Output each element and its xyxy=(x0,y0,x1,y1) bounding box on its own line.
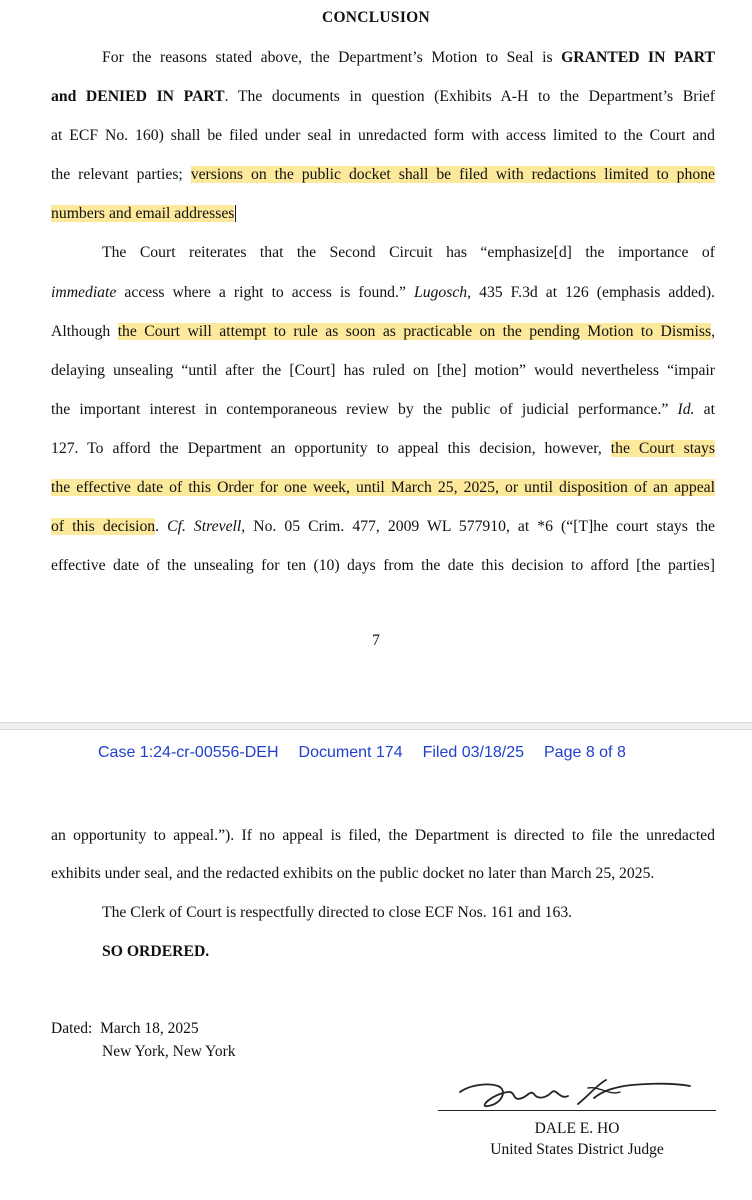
text-run: 127. To afford the Department an opportunity to appeal this decision, however, xyxy=(51,440,611,457)
paragraph-line xyxy=(51,283,715,303)
ecf-header xyxy=(98,744,646,762)
paragraph-line: at ECF No. 160) shall be filed under seal in unredacted form with access limited to the Court and xyxy=(51,127,715,144)
text-run: the relevant parties; xyxy=(51,166,191,183)
filed-date: Filed 03/18/25 xyxy=(422,744,524,761)
page-separator xyxy=(0,722,752,730)
paragraph-line xyxy=(51,87,715,107)
page-number: 7 xyxy=(372,632,380,649)
text-run: at xyxy=(694,401,715,418)
paragraph-line xyxy=(51,478,715,498)
highlighted-text[interactable]: versions on the public docket shall be filed with redactions limited to phone xyxy=(190,166,715,183)
italic-text: Cf. Strevell xyxy=(167,518,242,535)
text-run: . xyxy=(155,518,168,535)
page-count: Page 8 of 8 xyxy=(544,744,626,761)
dated-label: Dated: xyxy=(51,1020,93,1037)
dated-value: March 18, 2025 xyxy=(100,1020,199,1037)
paragraph-line: an opportunity to appeal.”). If no appeal is filed, the Department is directed to file the unredacted xyxy=(51,827,715,844)
paragraph-line: delaying unsealing “until after the [Court] has ruled on [the] motion” would nevertheless “impair xyxy=(51,362,715,379)
paragraph-line: effective date of the unsealing for ten (10) days from the date this decision to afford [the parties] xyxy=(51,557,715,574)
dated-line xyxy=(51,1020,199,1038)
judge-name: DALE E. HO xyxy=(534,1120,620,1137)
text-run: Although xyxy=(51,323,118,340)
paragraph-line xyxy=(51,400,715,420)
paragraph-line xyxy=(102,48,715,68)
signature-line xyxy=(438,1110,716,1111)
paragraph-line xyxy=(51,517,715,537)
paragraph-line xyxy=(51,322,715,342)
paragraph-line xyxy=(51,204,715,224)
bold-text: SO ORDERED. xyxy=(102,943,210,960)
paragraph-line xyxy=(51,439,715,459)
italic-text: Lugosch xyxy=(413,284,468,301)
page-8 xyxy=(0,730,752,1200)
highlighted-text[interactable]: the effective date of this Order for one week, until March 25, 2025, or until disposition of an appeal xyxy=(51,479,715,496)
italic-text: Id. xyxy=(677,401,695,418)
text-run: , No. 05 Crim. 477, 2009 WL 577910, at *6 (“[T]he court stays the xyxy=(241,518,716,535)
bold-text: and DENIED IN PART xyxy=(51,88,225,105)
highlighted-text[interactable]: numbers and email addresses xyxy=(51,205,235,222)
highlighted-text[interactable]: the Court will attempt to rule as soon as practicable on the pending Motion to Dismiss xyxy=(117,323,712,340)
paragraph-line xyxy=(51,165,715,185)
text-cursor xyxy=(235,205,236,222)
signature-image xyxy=(438,1068,716,1116)
paragraph-line: exhibits under seal, and the redacted exhibits on the public docket no later than March 25, 2025. xyxy=(51,865,655,882)
highlighted-text[interactable]: the Court stays xyxy=(610,440,715,457)
text-run: For the reasons stated above, the Department’s Motion to Seal is xyxy=(102,49,562,66)
paragraph-line: The Court reiterates that the Second Circuit has “emphasize[d] the importance of xyxy=(102,244,715,261)
text-run: the important interest in contemporaneous review by the public of judicial performance.” xyxy=(51,401,678,418)
judge-title: United States District Judge xyxy=(490,1141,664,1158)
text-run: , xyxy=(711,323,715,340)
case-number: Case 1:24-cr-00556-DEH xyxy=(98,744,279,761)
highlighted-text[interactable]: of this decision xyxy=(51,518,156,535)
text-run: access where a right to access is found.” xyxy=(116,284,414,301)
paragraph-line: The Clerk of Court is respectfully directed to close ECF Nos. 161 and 163. xyxy=(102,904,573,921)
so-ordered xyxy=(102,942,715,962)
bold-text: GRANTED IN PART xyxy=(561,49,715,66)
text-run: , 435 F.3d at 126 (emphasis added). xyxy=(467,284,716,301)
italic-text: immediate xyxy=(51,284,117,301)
text-run: . The documents in question (Exhibits A-H to the Department’s Brief xyxy=(224,88,715,105)
section-heading: CONCLUSION xyxy=(321,9,431,26)
document-number: Document 174 xyxy=(298,744,403,761)
location: New York, New York xyxy=(102,1043,236,1060)
